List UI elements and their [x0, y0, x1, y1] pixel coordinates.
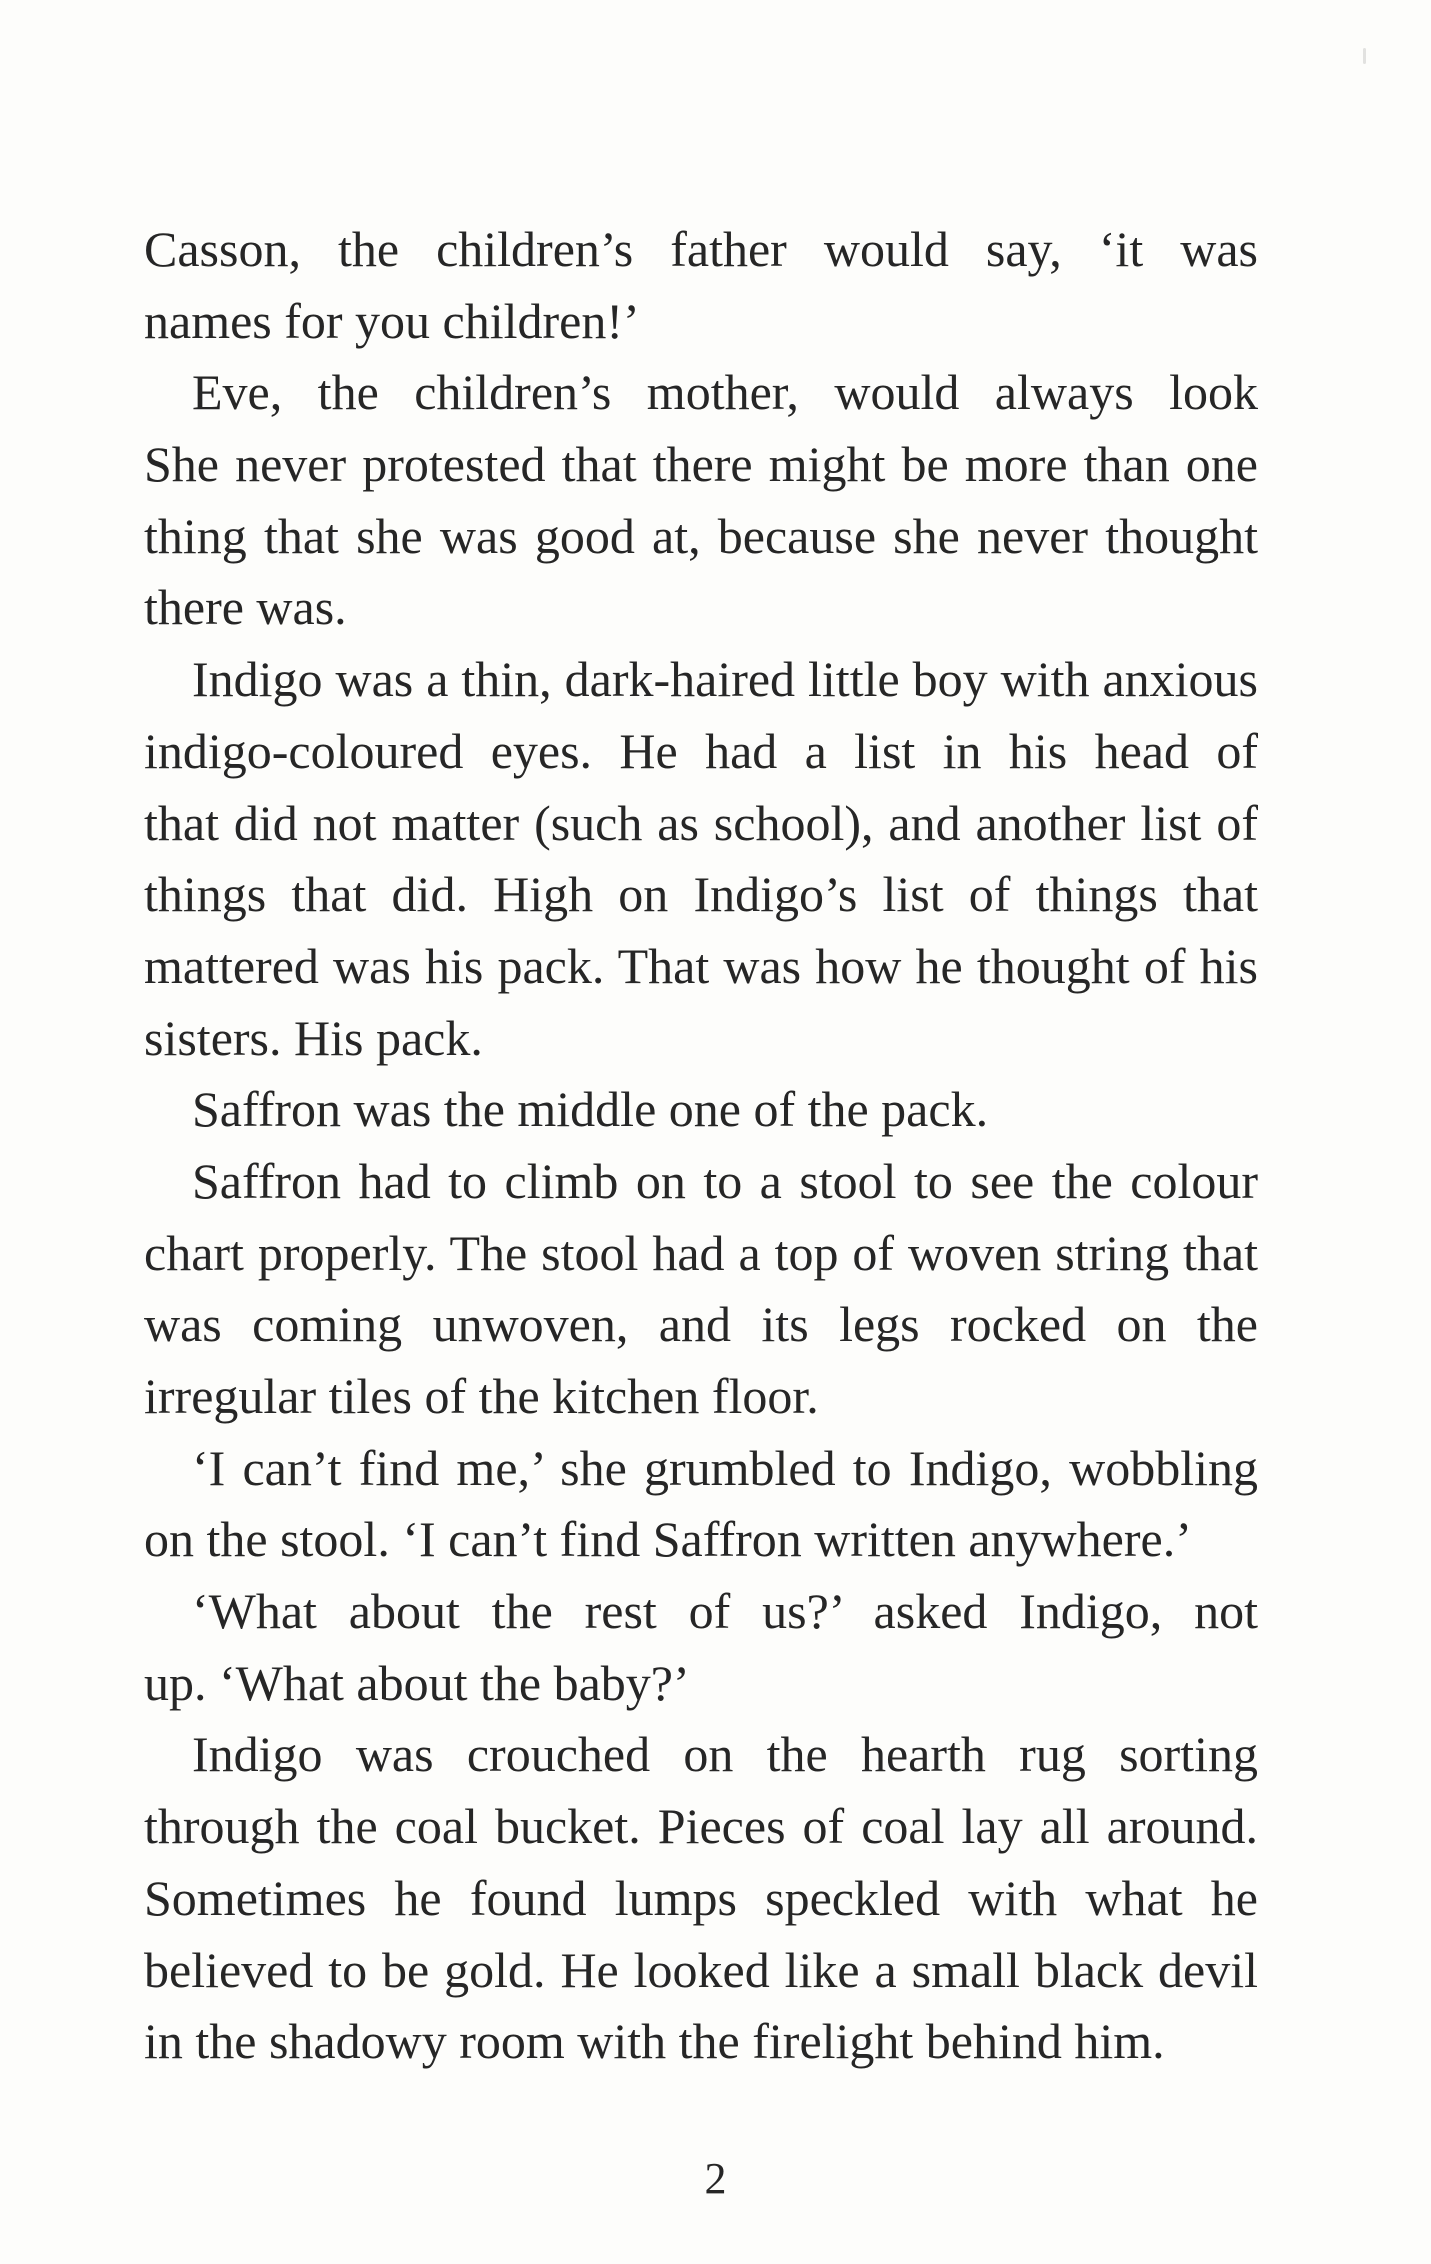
text-line: was coming unwoven, and its legs rocked on the [144, 1296, 1258, 1353]
paragraph [144, 357, 1258, 644]
text-line: sisters. His pack. [144, 1009, 483, 1066]
text-line: indigo-coloured eyes. He had a list in his head of [144, 722, 1258, 779]
text-line: Indigo was a thin, dark-haired little boy with anxious [192, 651, 1258, 708]
text-line: in the shadowy room with the firelight behind him. [144, 2013, 1165, 2070]
text-line: ‘I can’t find me,’ she grumbled to Indigo, wobbling [192, 1439, 1258, 1496]
text-line: Eve, the children’s mother, would always look [192, 364, 1258, 421]
paragraph [144, 1433, 1258, 1576]
body-text [144, 214, 1258, 2078]
paragraph [144, 1146, 1258, 1433]
text-line: She never protested that there might be more than one [144, 436, 1258, 493]
text-line: on the stool. ‘I can’t find Saffron written anywhere.’ [144, 1511, 1192, 1568]
text-line: Indigo was crouched on the hearth rug sorting [192, 1726, 1258, 1783]
paragraph [144, 1576, 1258, 1719]
page-number: 2 [704, 2154, 727, 2203]
text-line: Saffron had to climb on to a stool to see the colour [192, 1152, 1258, 1209]
text-line: names for you children!’ [144, 292, 640, 349]
text-line: Sometimes he found lumps speckled with what he [144, 1869, 1258, 1926]
text-line: through the coal bucket. Pieces of coal lay all around. [144, 1798, 1258, 1855]
text-line: things that did. High on Indigo’s list of things that [144, 866, 1258, 923]
text-line: there was. [144, 579, 347, 636]
text-line: chart properly. The stool had a top of woven string that [144, 1224, 1258, 1281]
paragraph [144, 214, 1258, 357]
text-line: up. ‘What about the baby?’ [144, 1654, 690, 1711]
text-line: mattered was his pack. That was how he thought of his [144, 937, 1258, 994]
text-line: Saffron was the middle one of the pack. [192, 1081, 989, 1138]
text-line: believed to be gold. He looked like a small black devil [144, 1941, 1258, 1998]
paragraph [144, 644, 1258, 1074]
paragraph [144, 1074, 1258, 1146]
paper-speck [1363, 48, 1366, 64]
text-line: ‘What about the rest of us?’ asked Indigo, not [192, 1583, 1258, 1640]
text-line: irregular tiles of the kitchen floor. [144, 1368, 819, 1424]
text-line: that did not matter (such as school), and another list of [144, 794, 1258, 851]
text-line: thing that she was good at, because she never thought [144, 507, 1258, 564]
paragraph [144, 1719, 1258, 2077]
text-line: Casson, the children’s father would say, ‘it was [144, 221, 1258, 277]
